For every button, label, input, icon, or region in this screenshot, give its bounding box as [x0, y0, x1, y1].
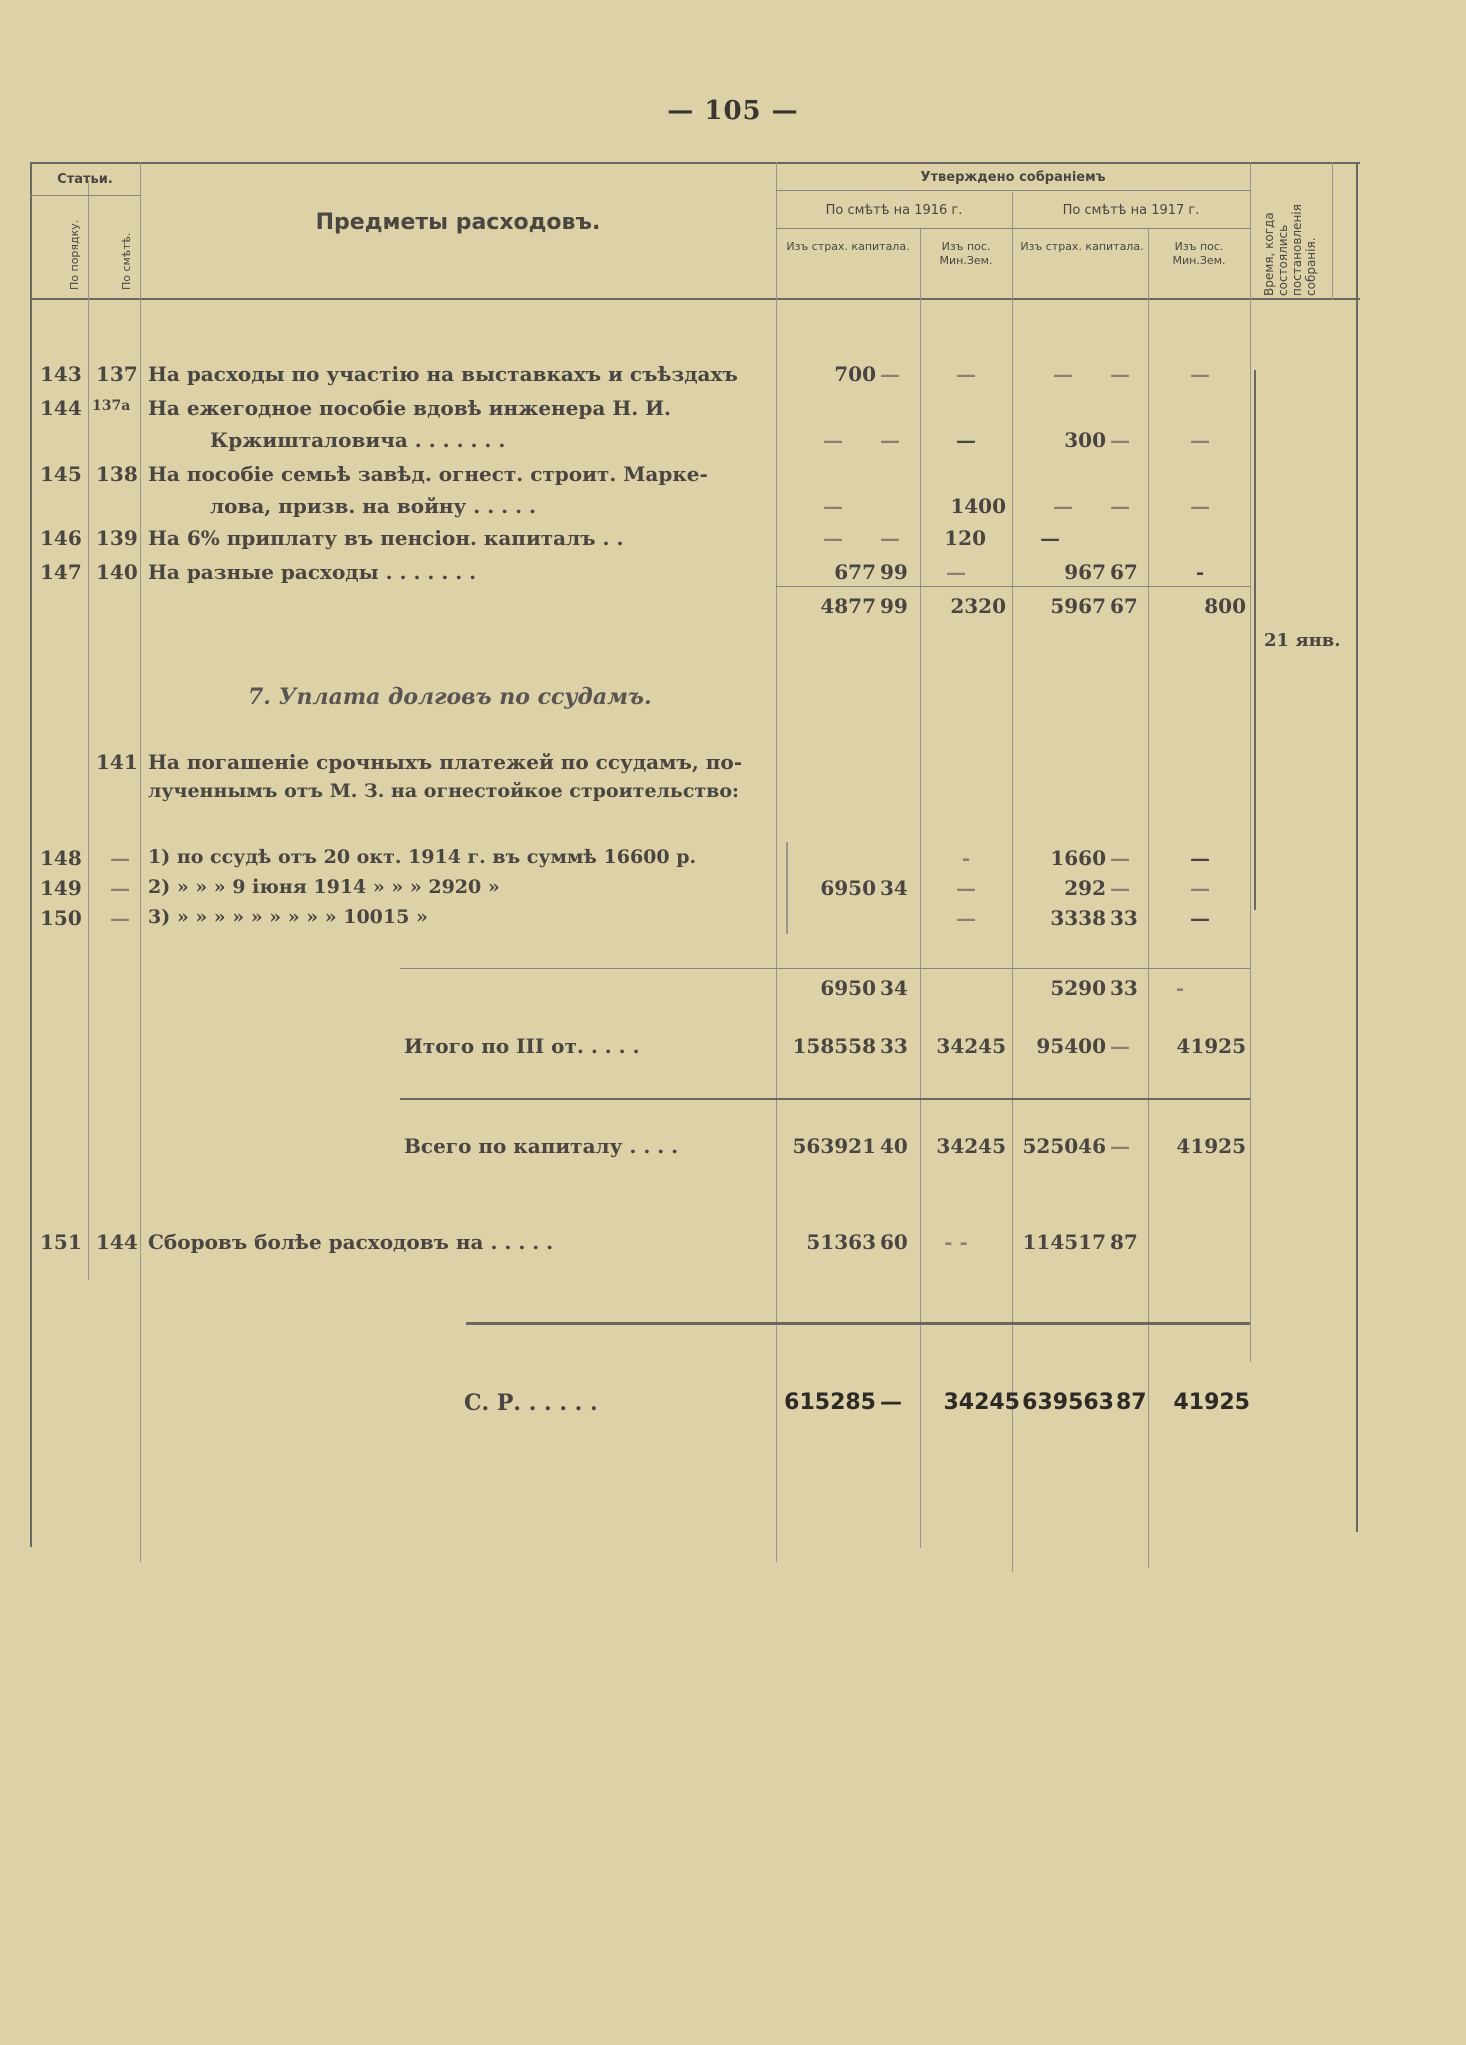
- col-divider-1917: [1012, 192, 1013, 1572]
- col-divider-time: [1250, 162, 1251, 1362]
- header-insurance-1916: Изъ страх. капитала.: [786, 240, 910, 253]
- col-divider-1916b: [920, 228, 921, 1548]
- subtotal1-rule: [776, 586, 1250, 587]
- col-divider-time-inner: [1332, 162, 1333, 300]
- header-insurance-1917: Изъ страх. капитала.: [1020, 240, 1144, 253]
- table-header-bottom-border: [30, 298, 1360, 300]
- header-articles: Статьи.: [57, 172, 113, 187]
- header-subjects: Предметы расходовъ.: [315, 210, 601, 235]
- header-rule-articles: [30, 195, 140, 196]
- table-right-border: [1356, 162, 1358, 1532]
- col-divider-by-order: [88, 180, 89, 1280]
- header-time: Время, когда состоялись постановленія собранія.: [1262, 204, 1318, 296]
- table-top-border: [30, 162, 1360, 164]
- table-left-border: [30, 162, 32, 1547]
- header-ministry-1917: Изъ пос. Мин.Зем.: [1172, 240, 1226, 267]
- header-rule-approved: [776, 190, 1250, 191]
- col-divider-amounts: [776, 162, 777, 1562]
- sr-rule: [466, 1322, 1250, 1325]
- side-note-date: 21 янв.: [1264, 630, 1341, 651]
- header-1917: По смѣтѣ на 1917 г.: [1062, 203, 1200, 218]
- loans-bracket: [786, 842, 788, 934]
- header-rule-years: [776, 228, 1250, 229]
- header-1916: По смѣтѣ на 1916 г.: [825, 203, 963, 218]
- side-bracket: [1254, 370, 1256, 910]
- subtotal2-rule: [400, 968, 1250, 969]
- col-divider-1917b: [1148, 228, 1149, 1568]
- col-divider-subjects: [140, 162, 141, 1562]
- page-number: — 105 —: [667, 96, 799, 126]
- section-title: 7. Уплата долговъ по ссудамъ.: [248, 684, 652, 710]
- header-ministry-1916: Изъ пос. Мин.Зем.: [939, 240, 993, 267]
- header-approved: Утверждено собраніемъ: [920, 170, 1106, 185]
- header-by-estimate: По смѣтѣ.: [120, 232, 133, 290]
- header-by-order: По порядку.: [68, 219, 81, 290]
- vsego-rule: [400, 1098, 1250, 1100]
